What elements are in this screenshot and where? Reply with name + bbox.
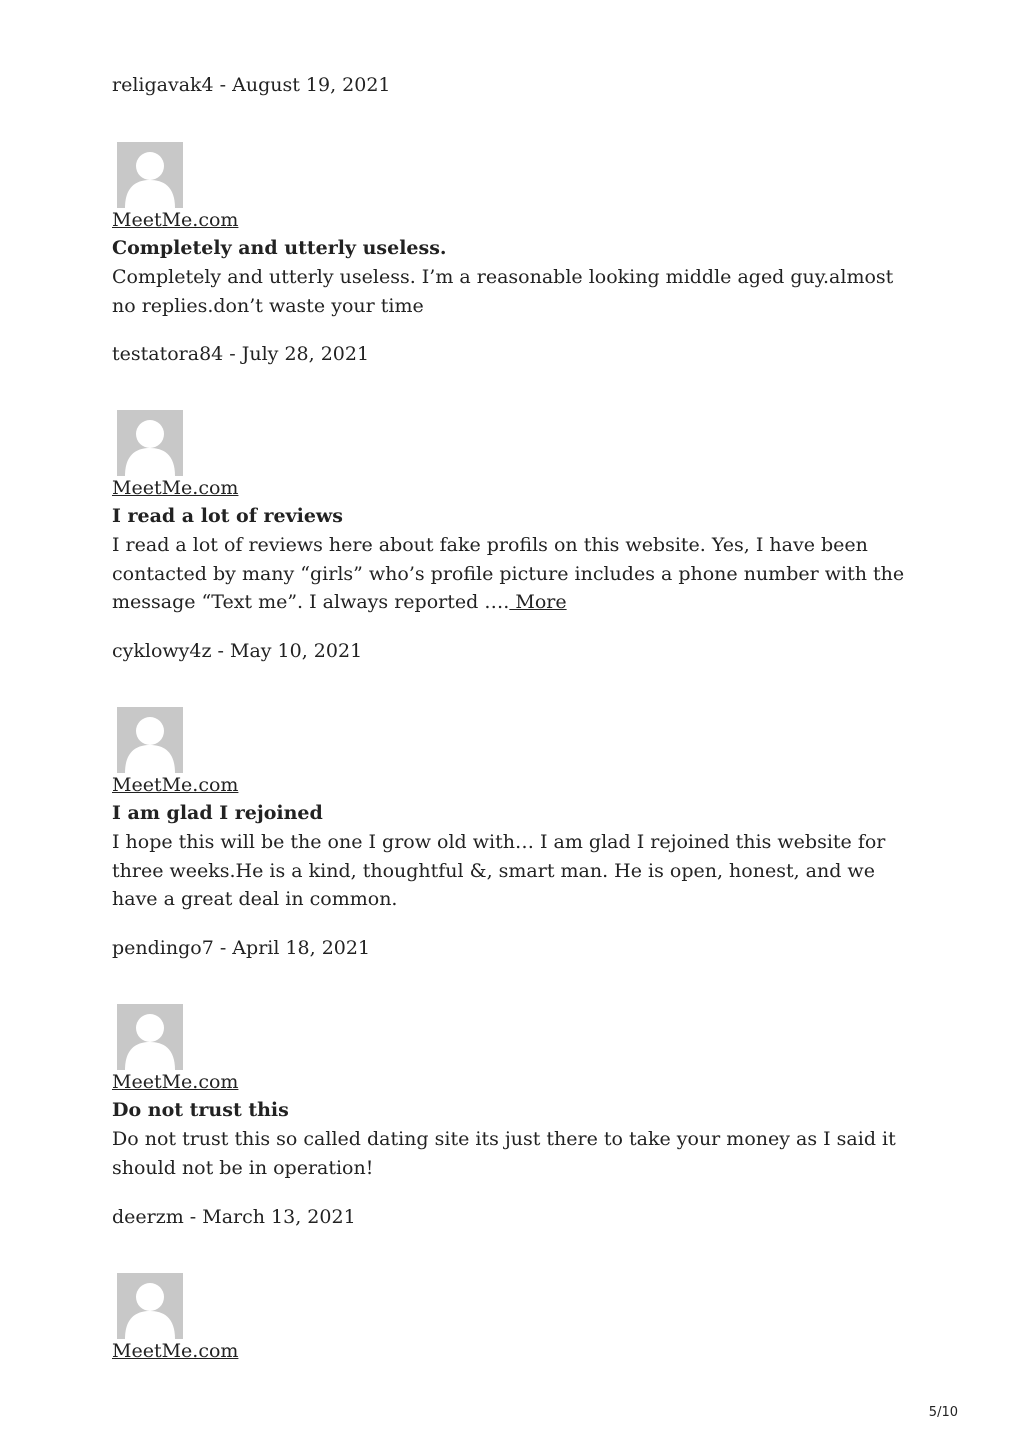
- site-link[interactable]: MeetMe.com: [112, 1340, 239, 1362]
- review-title: I am glad I rejoined: [112, 802, 323, 824]
- more-link[interactable]: More: [509, 591, 567, 613]
- review-body: Do not trust this so called dating site its just there to take your money as I said it should not be in operation!: [112, 1128, 896, 1179]
- review-author-date: religavak4 - August 19, 2021: [112, 74, 391, 96]
- avatar-icon: [117, 1004, 183, 1070]
- review-title: I read a lot of reviews: [112, 505, 343, 527]
- review-body: I hope this will be the one I grow old with… I am glad I rejoined this website for three weeks.He is a kind, thoughtful &, smart man. He is open, honest, and we have a great deal in common.: [112, 831, 886, 910]
- review-body: Completely and utterly useless. I’m a reasonable looking middle aged guy.almost no replies.don’t waste your time: [112, 266, 894, 317]
- review-author-date: testatora84 - July 28, 2021: [112, 343, 370, 365]
- review-title: Completely and utterly useless.: [112, 237, 447, 259]
- review-author-date: pendingo7 - April 18, 2021: [112, 937, 371, 959]
- page-number: 5/10: [928, 1405, 958, 1420]
- site-link[interactable]: MeetMe.com: [112, 477, 239, 499]
- review-author-date: deerzm - March 13, 2021: [112, 1206, 356, 1228]
- avatar-icon: [117, 707, 183, 773]
- site-link[interactable]: MeetMe.com: [112, 209, 239, 231]
- avatar-icon: [117, 142, 183, 208]
- avatar-icon: [117, 410, 183, 476]
- review-body-text: I read a lot of reviews here about fake profils on this website. Yes, I have been contacted by many “girls” who’s profile picture includes a phone number with the message “Text me”. I always reported ….: [112, 534, 905, 613]
- site-link[interactable]: MeetMe.com: [112, 1071, 239, 1093]
- review-title: Do not trust this: [112, 1099, 289, 1121]
- review-author-date: cyklowy4z - May 10, 2021: [112, 640, 363, 662]
- avatar-icon: [117, 1273, 183, 1339]
- site-link[interactable]: MeetMe.com: [112, 774, 239, 796]
- review-body: [112, 531, 912, 617]
